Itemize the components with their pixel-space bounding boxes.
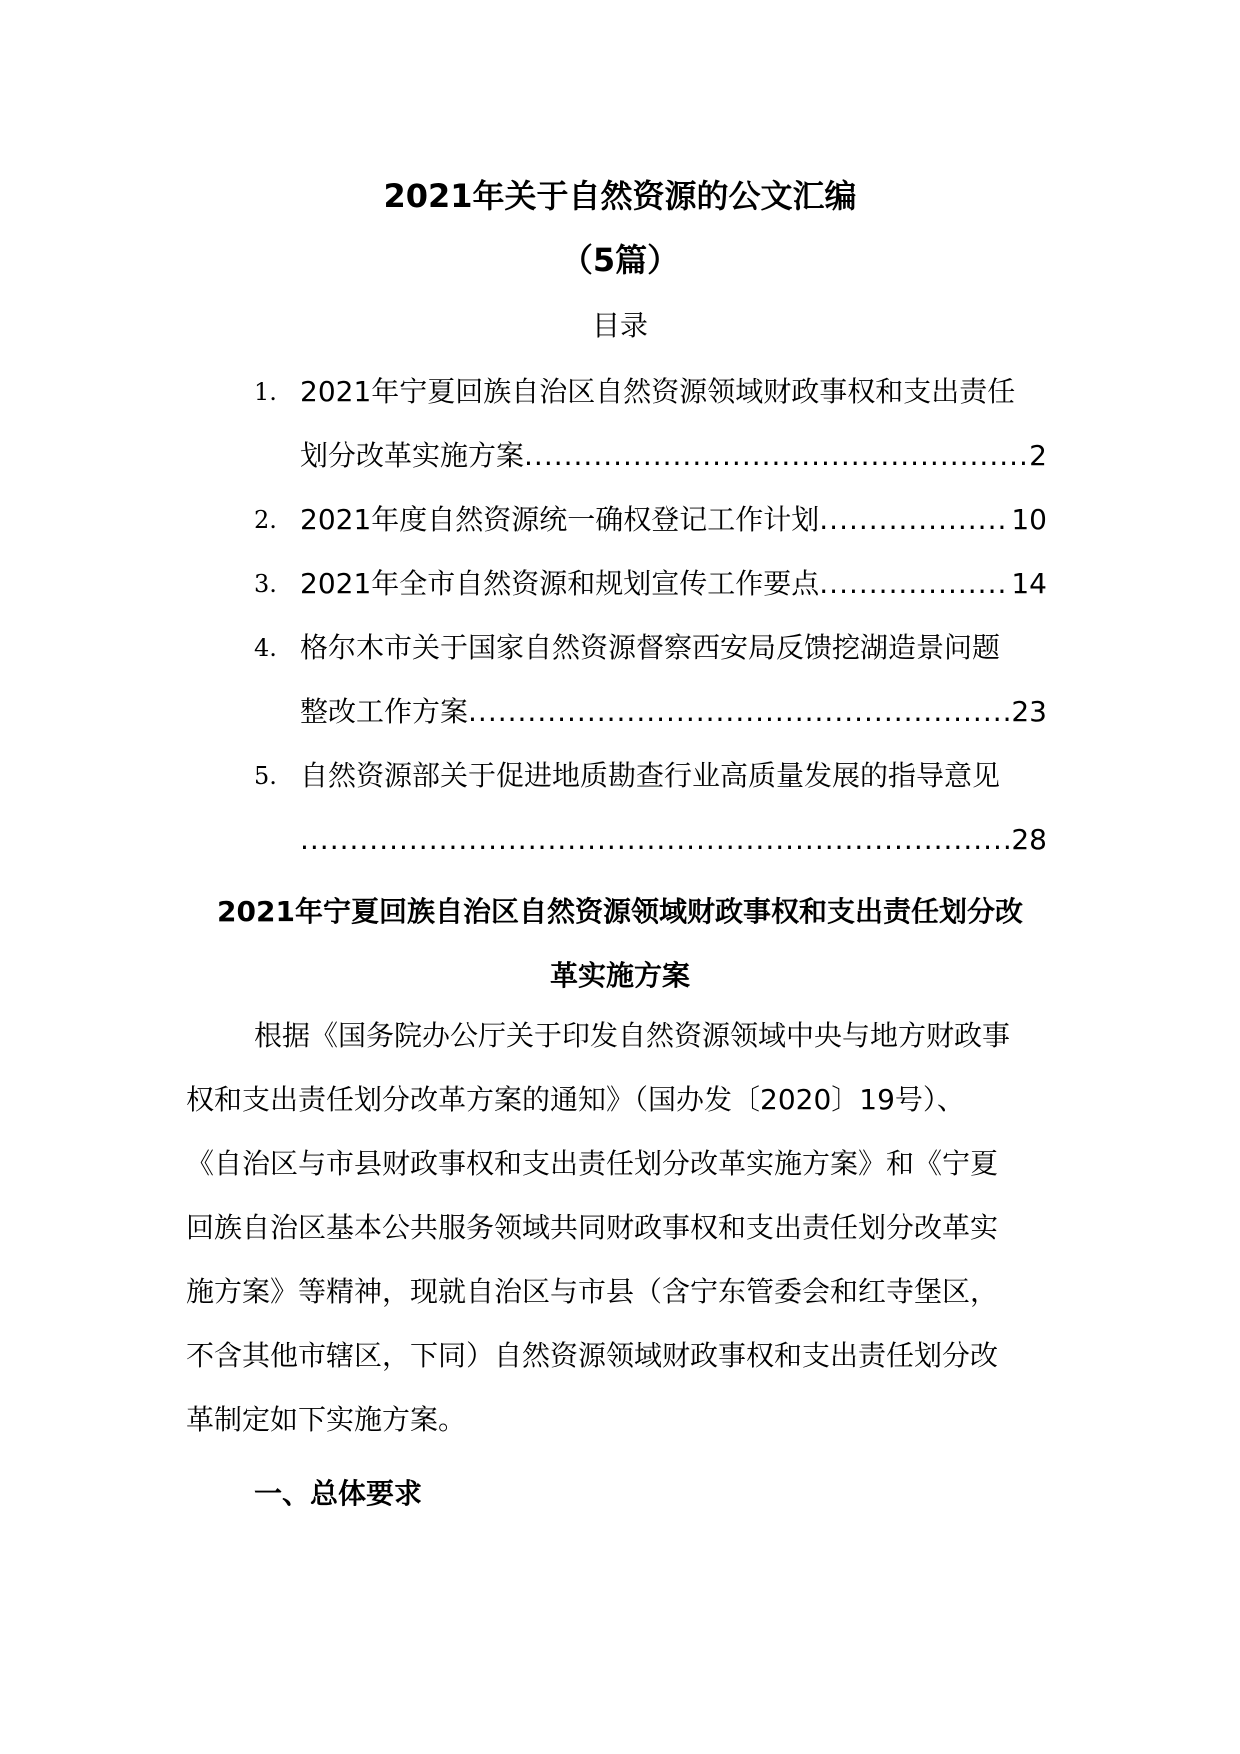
toc-item-title[interactable]: 格尔木市关于国家自然资源督察西安局反馈挖湖造景问题 [300, 631, 1001, 664]
toc-item-title-continued[interactable] [300, 436, 1047, 476]
doc-subtitle: （5篇） [560, 241, 680, 279]
toc-page-number: 2 [1029, 439, 1047, 472]
section-title-continued: 革实施方案 [549, 959, 690, 992]
toc-item-number: 1. [254, 378, 277, 406]
toc-dot-leader [468, 692, 1009, 732]
toc-item-number: 3. [254, 570, 277, 598]
toc-item-number: 4. [254, 634, 277, 662]
toc-item-title-tail: 整改工作方案 [300, 695, 469, 728]
toc-item-title-text: 2021年全市自然资源和规划宣传工作要点 [300, 567, 820, 600]
paragraph-line: 根据《国务院办公厅关于印发自然资源领域中央与地方财政事 [254, 1019, 1011, 1052]
toc-dot-leader [819, 500, 1009, 540]
paragraph-line: 权和支出责任划分改革方案的通知》（国办发〔2020〕19号）、 [186, 1083, 965, 1116]
toc-heading: 目录 [591, 309, 648, 342]
toc-item-title[interactable] [300, 500, 1047, 540]
toc-item-title-text: 2021年度自然资源统一确权登记工作计划 [300, 503, 820, 536]
paragraph-line: 不含其他市辖区，下同）自然资源领域财政事权和支出责任划分改 [186, 1339, 999, 1372]
paragraph-line: 施方案》等精神，现就自治区与市县（含宁东管委会和红寺堡区， [186, 1275, 999, 1308]
toc-dot-leader [819, 564, 1009, 604]
paragraph-line: 回族自治区基本公共服务领域共同财政事权和支出责任划分改革实 [186, 1211, 999, 1244]
toc-dot-leader [300, 820, 1009, 860]
toc-item-title[interactable]: 自然资源部关于促进地质勘查行业高质量发展的指导意见 [300, 759, 1001, 792]
toc-page-number: 14 [1011, 567, 1047, 600]
section-title: 2021年宁夏回族自治区自然资源领域财政事权和支出责任划分改 [217, 895, 1023, 928]
toc-page-number: 23 [1011, 695, 1047, 728]
section-heading: 一、总体要求 [254, 1477, 423, 1510]
toc-item-title-continued[interactable] [300, 692, 1047, 732]
paragraph-line: 革制定如下实施方案。 [186, 1403, 467, 1436]
toc-item-number: 2. [254, 506, 277, 534]
paragraph-line: 《自治区与市县财政事权和支出责任划分改革实施方案》和《宁夏 [186, 1147, 999, 1180]
toc-page-number: 28 [1011, 823, 1047, 856]
toc-dot-leader [524, 436, 1027, 476]
doc-title: 2021年关于自然资源的公文汇编 [383, 177, 857, 215]
toc-page-number: 10 [1011, 503, 1047, 536]
toc-item-number: 5. [254, 762, 277, 790]
toc-item-title-continued[interactable] [300, 820, 1047, 860]
toc-item-title-tail: 划分改革实施方案 [300, 439, 525, 472]
toc-item-title[interactable] [300, 564, 1047, 604]
toc-item-title[interactable]: 2021年宁夏回族自治区自然资源领域财政事权和支出责任 [300, 375, 1016, 408]
